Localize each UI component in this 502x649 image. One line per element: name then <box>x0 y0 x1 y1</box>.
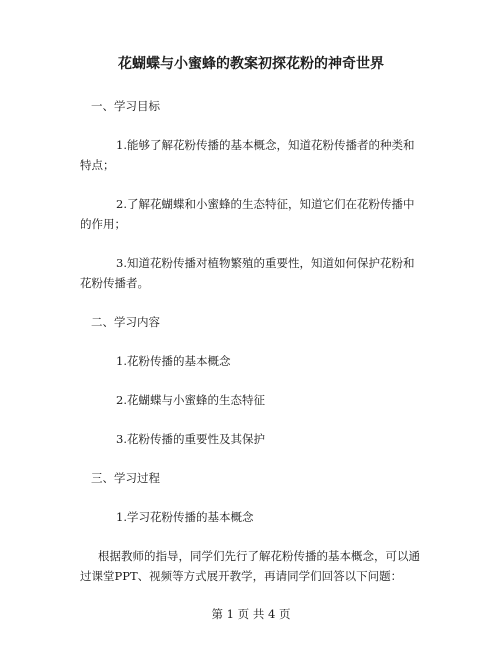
objective-3-line-2: 花粉传播者。 <box>80 276 149 290</box>
section-heading-objectives: 一、学习目标 <box>91 99 160 113</box>
process-item-1: 1.学习花粉传播的基本概念 <box>116 510 254 524</box>
objective-2-line-2: 的作用； <box>80 217 126 231</box>
objective-1-line-1: 1.能够了解花粉传播的基本概念，知道花粉传播者的种类和 <box>116 138 415 152</box>
page-footer: 第 1 页 共 4 页 <box>211 607 291 621</box>
objective-3-line-1: 3.知道花粉传播对植物繁殖的重要性，知道如何保护花粉和 <box>116 256 415 270</box>
content-item-2: 2.花蝴蝶与小蜜蜂的生态特征 <box>116 393 265 407</box>
objective-2-line-1: 2.了解花蝴蝶和小蜜蜂的生态特征，知道它们在花粉传播中 <box>116 197 415 211</box>
objective-1-line-2: 特点； <box>80 158 115 172</box>
process-paragraph-line-1: 根据教师的指导，同学们先行了解花粉传播的基本概念，可以通 <box>98 549 420 563</box>
process-paragraph-line-2: 过课堂PPT、视频等方式展开教学，再请同学们回答以下问题： <box>80 569 403 583</box>
section-heading-content: 二、学习内容 <box>91 315 160 329</box>
content-item-1: 1.花粉传播的基本概念 <box>116 354 231 368</box>
document-title: 花蝴蝶与小蜜蜂的教案初探花粉的神奇世界 <box>118 56 384 72</box>
content-item-3: 3.花粉传播的重要性及其保护 <box>116 432 265 446</box>
section-heading-process: 三、学习过程 <box>91 471 160 485</box>
